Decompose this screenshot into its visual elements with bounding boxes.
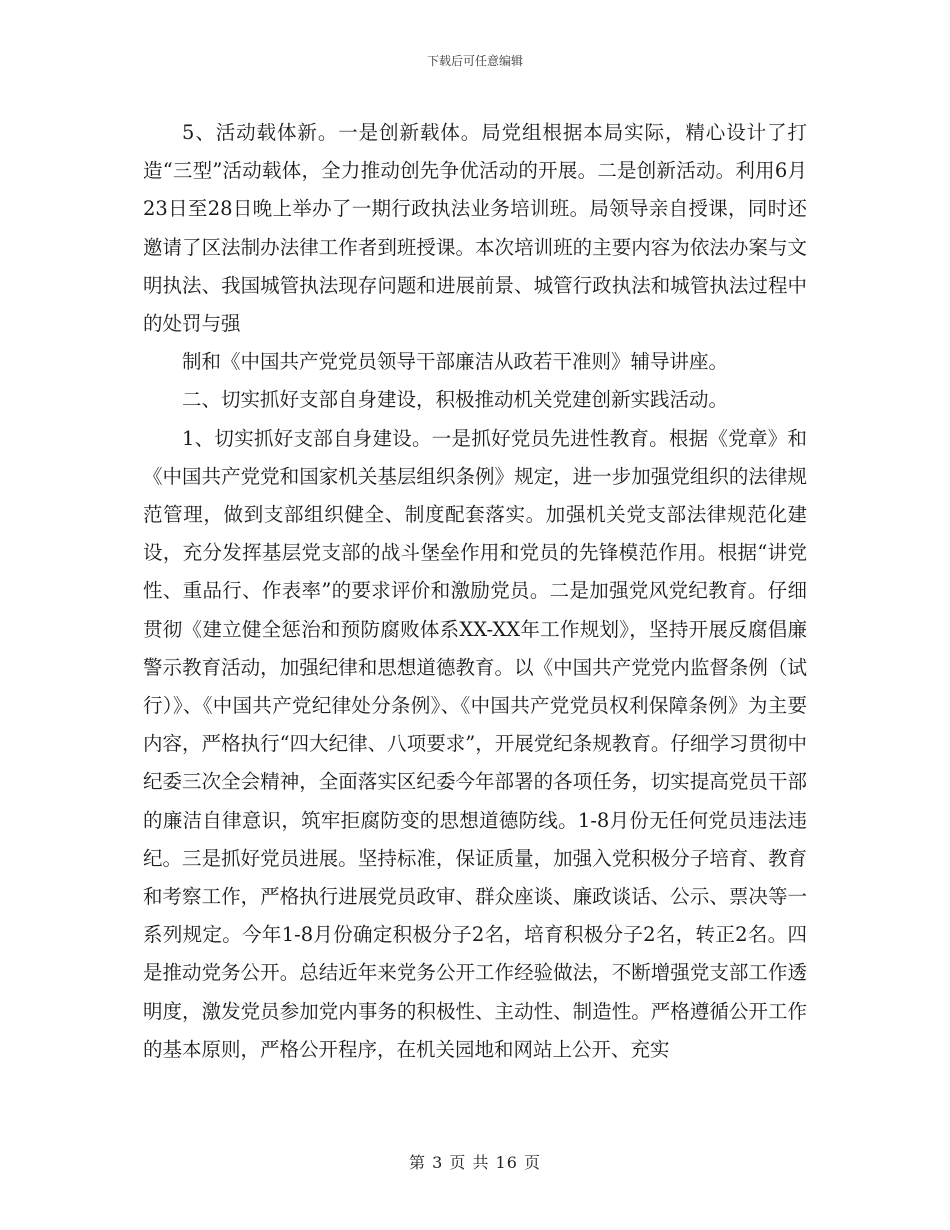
paragraph-activity-carrier: 5、活动载体新。一是创新载体。局党组根据本局实际，精心设计了打造“三型”活动载体，全力推动创先争优活动的开展。二是创新活动。利用6月23日至28日晚上举办了一期行政执法业务培训班。局领导亲自授课，同时还邀请了区法制办法律工作者到班授课。本次培训班的主要内容为依法办案与文明执法、我国城管执法现存问题和进展前景、城管行政执法和城管执法过程中的处罚与强 [143,121,807,336]
paragraph-lecture-continuation: 制和《中国共产党党员领导干部廉洁从政若干准则》辅导讲座。 [182,350,729,374]
page-header: 下载后可任意编辑 [426,54,523,68]
page-number: 第 3 页 共 16 页 [409,1153,541,1172]
paragraph-branch-building: 1、切实抓好支部自身建设。一是抓好党员先进性教育。根据《党章》和《中国共产党党和国家机关基层组织条例》规定，进一步加强党组织的法律规范管理，做到支部组织健全、制度配套落实。加强机关党支部法律规范化建设，充分发挥基层党支部的战斗堡垒作用和党员的先锋模范作用。根据“讲党性、重品行、作表率”的要求评价和激励党员。二是加强党风党纪教育。仔细贯彻《建立健全惩治和预防腐败体系XX-XX年工作规划》，坚持开展反腐倡廉警示教育活动，加强纪律和思想道德教育。以《中国共产党党内监督条例（试行）》、《中国共产党纪律处分条例》、《中国共产党党员权利保障条例》为主要内容，严格执行“四大纪律、八项要求”，开展党纪条规教育。仔细学习贯彻中纪委三次全会精神，全面落实区纪委今年部署的各项任务，切实提高党员干部的廉洁自律意识，筑牢拒腐防变的思想道德防线。1-8月份无任何党员违法违纪。三是抓好党员进展。坚持标准，保证质量，加强入党积极分子培育、教育和考察工作，严格执行进展党员政审、群众座谈、廉政谈话、公示、票决等一系列规定。今年1-8月份确定积极分子2名，培育积极分子2名，转正2名。四是推动党务公开。总结近年来党务公开工作经验做法，不断增强党支部工作透明度，激发党员参加党内事务的积极性、主动性、制造性。严格遵循公开工作的基本原则，严格公开程序，在机关园地和网站上公开、充实 [143,426,807,1061]
section-heading-branch-building: 二、切实抓好支部自身建设，积极推动机关党建创新实践活动。 [182,388,729,412]
document-body [143,114,807,1069]
